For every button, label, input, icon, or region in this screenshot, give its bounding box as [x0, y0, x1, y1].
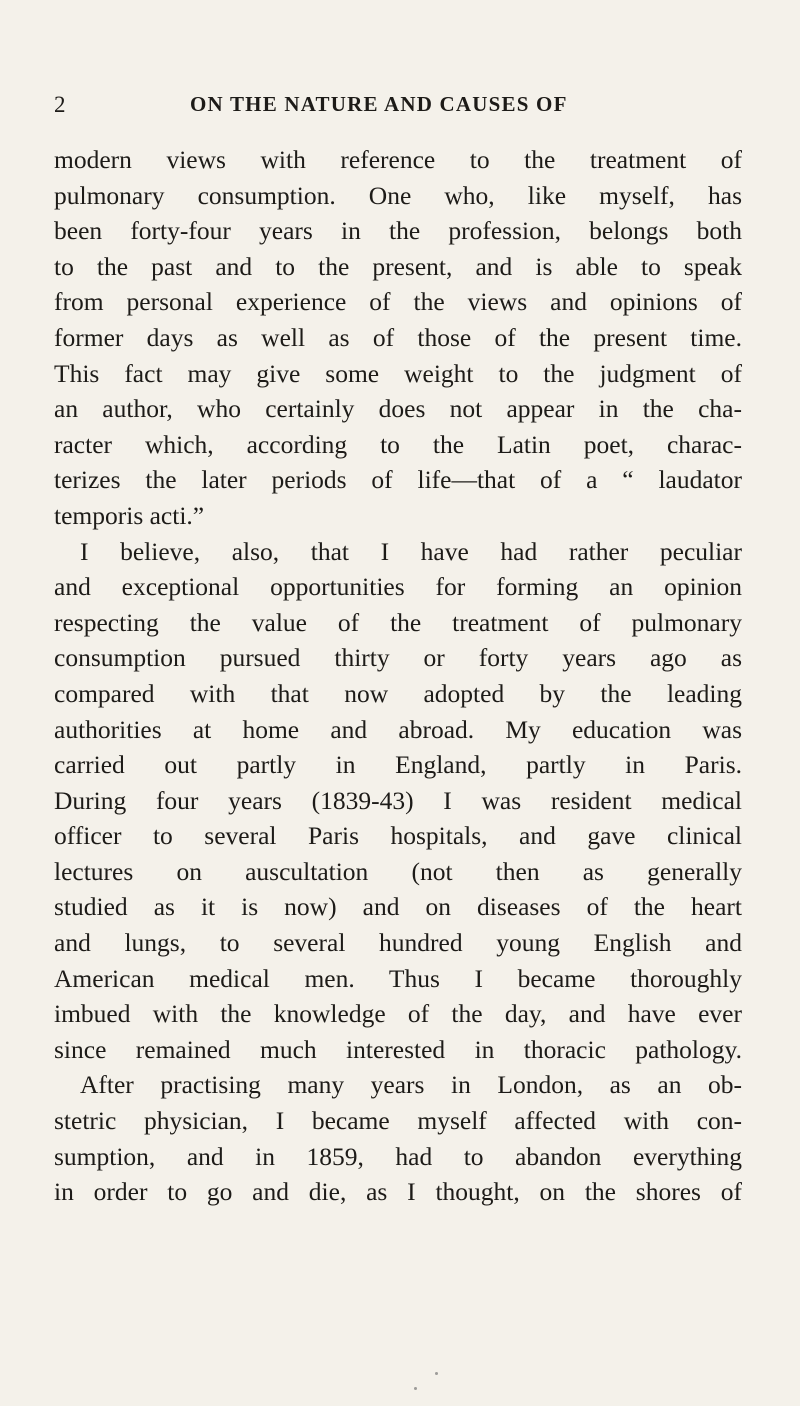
text-line: since remained much interested in thoracic pathology. — [54, 1034, 742, 1064]
text-line: consumption pursued thirty or forty years ago as — [54, 643, 742, 673]
text-line: carried out partly in England, partly in Paris. — [54, 750, 742, 780]
text-line: been forty-four years in the profession, belongs both — [54, 216, 742, 246]
text-line: This fact may give some weight to the judgment of — [54, 358, 742, 388]
running-title: ON THE NATURE AND CAUSES OF — [190, 92, 568, 116]
text-line: and lungs, to several hundred young English and — [54, 928, 742, 958]
page-number: 2 — [54, 92, 66, 117]
text-line: racter which, according to the Latin poet, charac- — [54, 429, 742, 459]
paragraph-start-line: After practising many years in London, as an ob- — [80, 1070, 742, 1100]
text-line: and exceptional opportunities for forming an opinion — [54, 572, 742, 602]
text-line: terizes the later periods of life—that of a “ laudator — [54, 465, 742, 495]
paper-speck — [435, 1372, 438, 1375]
paper-speck — [414, 1387, 417, 1390]
text-line: authorities at home and abroad. My education was — [54, 714, 742, 744]
body-text — [54, 142, 742, 1210]
text-line: former days as well as of those of the present time. — [54, 322, 742, 352]
text-line: American medical men. Thus I became thoroughly — [54, 963, 742, 993]
running-head — [0, 92, 800, 122]
text-line: officer to several Paris hospitals, and gave clinical — [54, 821, 742, 851]
text-line: an author, who certainly does not appear in the cha- — [54, 394, 742, 424]
text-line: stetric physician, I became myself affected with con- — [54, 1106, 742, 1136]
text-line: sumption, and in 1859, had to abandon everything — [54, 1141, 742, 1171]
paragraph-start-line: I believe, also, that I have had rather peculiar — [80, 536, 742, 566]
text-line: imbued with the knowledge of the day, and have ever — [54, 999, 742, 1029]
text-line: respecting the value of the treatment of pulmonary — [54, 607, 742, 637]
text-line: in order to go and die, as I thought, on the shores of — [54, 1177, 742, 1207]
text-line: from personal experience of the views and opinions of — [54, 287, 742, 317]
text-line: to the past and to the present, and is able to speak — [54, 251, 742, 281]
text-line: pulmonary consumption. One who, like myself, has — [54, 180, 742, 210]
text-line: lectures on auscultation (not then as generally — [54, 856, 742, 886]
text-line: During four years (1839-43) I was resident medical — [54, 785, 742, 815]
text-line: compared with that now adopted by the leading — [54, 678, 742, 708]
text-line: studied as it is now) and on diseases of the heart — [54, 892, 742, 922]
text-line: temporis acti.” — [54, 500, 205, 530]
text-line: modern views with reference to the treatment of — [54, 145, 742, 174]
